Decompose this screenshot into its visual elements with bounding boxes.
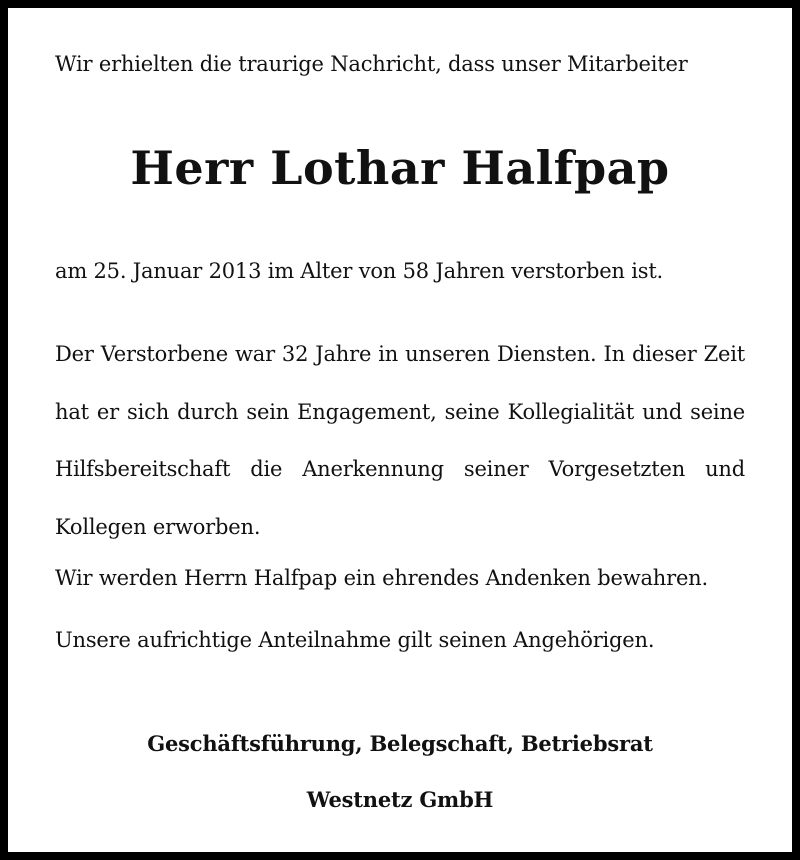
deceased-name: Herr Lothar Halfpap bbox=[130, 141, 670, 195]
intro-text: Wir erhielten die traurige Nachricht, dass unser Mitarbeiter bbox=[55, 52, 688, 76]
signature-groups: Geschäftsführung, Belegschaft, Betriebsrat bbox=[147, 731, 653, 756]
service-paragraph: Der Verstorbene war 32 Jahre in unseren Diensten. In dieser Zeit hat er sich durch sein Engagement, seine Kollegialität und seine Hilfsbereitschaft die Anerkennung seiner Vorgesetzten und Kollegen erworben. bbox=[55, 342, 745, 539]
death-date-text: am 25. Januar 2013 im Alter von 58 Jahren verstorben ist. bbox=[55, 259, 664, 283]
signature-company: Westnetz GmbH bbox=[306, 787, 494, 812]
sympathy-text: Unsere aufrichtige Anteilnahme gilt seinen Angehörigen. bbox=[55, 628, 655, 652]
memory-text: Wir werden Herrn Halfpap ein ehrendes Andenken bewahren. bbox=[55, 566, 708, 590]
